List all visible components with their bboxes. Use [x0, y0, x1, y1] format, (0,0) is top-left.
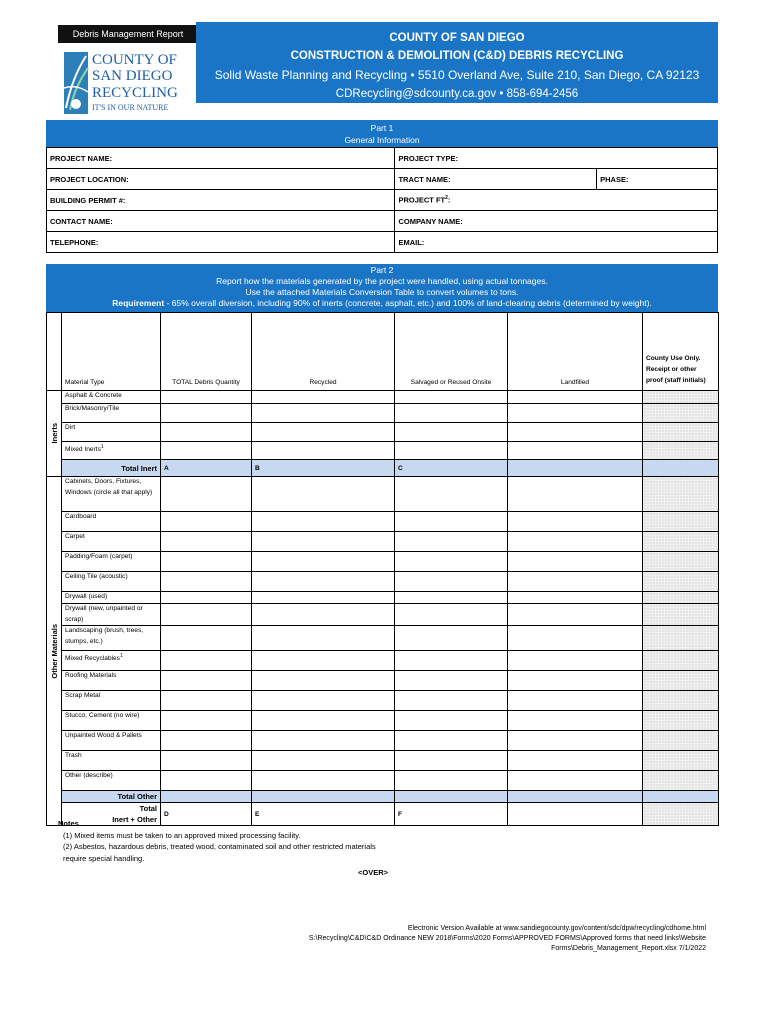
salvaged-input[interactable]: [395, 391, 508, 404]
recycled-input[interactable]: [252, 592, 395, 604]
landfilled-input[interactable]: [508, 626, 643, 651]
county-recycling-logo: [64, 48, 194, 118]
landfilled-input[interactable]: [508, 731, 643, 751]
total-input[interactable]: [161, 711, 252, 731]
building-permit-field[interactable]: BUILDING PERMIT #:: [47, 190, 395, 211]
material-name: Cardboard: [62, 512, 161, 532]
county-use-cell: [643, 604, 719, 626]
landfilled-input[interactable]: [508, 711, 643, 731]
recycled-input[interactable]: [252, 423, 395, 442]
table-row: [47, 626, 719, 651]
total-input[interactable]: [161, 671, 252, 691]
header-title: COUNTY OF SAN DIEGO: [389, 32, 525, 44]
table-row: [47, 671, 719, 691]
material-name: Unpainted Wood & Pallets: [62, 731, 161, 751]
recycled-input[interactable]: [252, 771, 395, 791]
salvaged-input[interactable]: [395, 691, 508, 711]
table-row: [47, 552, 719, 572]
recycled-input[interactable]: [252, 651, 395, 671]
county-use-cell: [643, 442, 719, 460]
phase-field[interactable]: PHASE:: [597, 169, 718, 190]
table-row: [47, 691, 719, 711]
county-use-cell: [643, 731, 719, 751]
county-use-cell: [643, 711, 719, 731]
part2-instruction-2: Use the attached Materials Conversion Table to convert volumes to tons.: [245, 287, 519, 297]
recycled-input[interactable]: [252, 751, 395, 771]
project-location-field[interactable]: PROJECT LOCATION:: [47, 169, 395, 190]
grand-total-label: Total Inert + Other: [62, 803, 161, 826]
col-total-quantity: TOTAL Debris Quantity: [161, 313, 252, 391]
table-row: [47, 477, 719, 512]
table-row: [47, 731, 719, 751]
recycled-input[interactable]: [252, 391, 395, 404]
grand-total-e[interactable]: E: [252, 803, 395, 826]
landfilled-input[interactable]: [508, 532, 643, 552]
part2-instruction-1: Report how the materials generated by the project were handled, using actual tonnages.: [216, 276, 548, 286]
landfilled-input[interactable]: [508, 604, 643, 626]
county-use-cell: [643, 592, 719, 604]
landfilled-input[interactable]: [508, 404, 643, 423]
table-row: [47, 442, 719, 460]
header-contact: CDRecycling@sdcounty.ca.gov • 858-694-2456: [335, 88, 579, 100]
section-label-text: Other Materials: [50, 623, 59, 679]
recycled-input[interactable]: [252, 442, 395, 460]
landfilled-input[interactable]: [508, 572, 643, 592]
material-name: Carpet: [62, 532, 161, 552]
salvaged-input[interactable]: [395, 552, 508, 572]
recycled-input[interactable]: [252, 711, 395, 731]
recycled-input[interactable]: [252, 572, 395, 592]
county-use-cell: [643, 791, 719, 803]
landfilled-input[interactable]: [508, 552, 643, 572]
material-name: Roofing Materials: [62, 671, 161, 691]
over-label: <OVER>: [358, 868, 389, 877]
landfilled-input[interactable]: [508, 391, 643, 404]
col-material-type: Material Type: [62, 313, 161, 391]
part1-title: Part 1: [370, 123, 394, 133]
general-info-table: [46, 147, 718, 253]
material-name: Mixed Recyclables$^1$: [62, 651, 161, 671]
landfilled-input[interactable]: [508, 671, 643, 691]
total-input[interactable]: [161, 442, 252, 460]
salvaged-input[interactable]: [395, 651, 508, 671]
header-banner: [196, 22, 718, 103]
landfilled-input[interactable]: [508, 592, 643, 604]
salvaged-input[interactable]: [395, 532, 508, 552]
total-inert-landfilled[interactable]: [508, 460, 643, 477]
total-inert-label: Total Inert: [62, 460, 161, 477]
part2-requirement: Requirement - 65% overall diversion, including 90% of inerts (concrete, asphalt, etc.) and 100% of land-clearing debris (determined by weight).: [112, 298, 652, 308]
total-input[interactable]: [161, 604, 252, 626]
salvaged-input[interactable]: [395, 771, 508, 791]
salvaged-input[interactable]: [395, 592, 508, 604]
col-salvaged: Salvaged or Reused Onsite: [395, 313, 508, 391]
material-name: Padding/Foam (carpet): [62, 552, 161, 572]
header-left: [46, 22, 196, 112]
grand-total-d[interactable]: D: [161, 803, 252, 826]
landfilled-input[interactable]: [508, 442, 643, 460]
col-county-use: County Use Only. Receipt or other proof (staff initials): [643, 313, 719, 391]
landfilled-input[interactable]: [508, 651, 643, 671]
table-row: [47, 751, 719, 771]
county-use-cell: [643, 532, 719, 552]
total-other-salvaged[interactable]: [395, 791, 508, 803]
table-row: [47, 391, 719, 404]
county-use-cell: [643, 391, 719, 404]
total-input[interactable]: [161, 404, 252, 423]
salvaged-input[interactable]: [395, 711, 508, 731]
grand-total-f[interactable]: F: [395, 803, 508, 826]
total-input[interactable]: [161, 651, 252, 671]
county-use-cell: [643, 572, 719, 592]
total-input[interactable]: [161, 626, 252, 651]
material-name: Stucco, Cement (no wire): [62, 711, 161, 731]
county-use-cell: [643, 626, 719, 651]
salvaged-input[interactable]: [395, 512, 508, 532]
table-row: [47, 572, 719, 592]
material-name: Scrap Metal: [62, 691, 161, 711]
contact-name-field[interactable]: CONTACT NAME:: [47, 211, 395, 232]
table-row: [47, 711, 719, 731]
note-1: (1) Mixed items must be taken to an approved mixed processing facility.: [63, 830, 301, 840]
table-row: [47, 651, 719, 671]
logo-text-1: COUNTY OF: [92, 52, 177, 68]
material-name: Brick/Masonry/Tile: [62, 404, 161, 423]
salvaged-input[interactable]: [395, 404, 508, 423]
material-name: Cabinets, Doors, Fixtures, Windows (circle all that apply): [62, 477, 161, 512]
landfilled-input[interactable]: [508, 691, 643, 711]
email-field[interactable]: EMAIL:: [395, 232, 718, 253]
telephone-field[interactable]: TELEPHONE:: [47, 232, 395, 253]
total-other-landfilled[interactable]: [508, 791, 643, 803]
table-row: [47, 532, 719, 552]
section-label: [47, 391, 62, 477]
county-use-cell: [643, 512, 719, 532]
part1-header: [46, 120, 718, 147]
company-name-field[interactable]: COMPANY NAME:: [395, 211, 718, 232]
footer-line-2: S:\Recycling\C&D\C&D Ordinance NEW 2018\Forms\2020 Forms\APPROVED FORMS\Approved forms that need links\Website: [308, 935, 706, 942]
notes: [58, 818, 388, 879]
table-row: [47, 604, 719, 626]
salvaged-input[interactable]: [395, 751, 508, 771]
landfilled-input[interactable]: [508, 512, 643, 532]
recycled-input[interactable]: [252, 626, 395, 651]
total-input[interactable]: [161, 423, 252, 442]
salvaged-input[interactable]: [395, 477, 508, 512]
county-use-cell: [643, 771, 719, 791]
recycled-input[interactable]: [252, 404, 395, 423]
notes-title: Notes: [58, 819, 79, 828]
salvaged-input[interactable]: [395, 671, 508, 691]
total-input[interactable]: [161, 552, 252, 572]
county-use-cell: [643, 477, 719, 512]
total-input[interactable]: [161, 391, 252, 404]
project-name-field[interactable]: PROJECT NAME:: [47, 148, 395, 169]
note-2: (2) Asbestos, hazardous debris, treated wood, contaminated soil and other restricted materials: [63, 842, 376, 851]
total-input[interactable]: [161, 477, 252, 512]
recycled-input[interactable]: [252, 691, 395, 711]
section-label-text: Inerts: [50, 423, 59, 444]
county-use-cell: [643, 404, 719, 423]
material-name: Other (describe): [62, 771, 161, 791]
county-use-cell: [643, 423, 719, 442]
county-use-cell: [643, 671, 719, 691]
table-row: [47, 771, 719, 791]
total-input[interactable]: [161, 731, 252, 751]
table-row: [47, 404, 719, 423]
project-ft-field[interactable]: PROJECT $FT^2$:: [395, 190, 718, 211]
landfilled-input[interactable]: [508, 423, 643, 442]
county-use-cell: [643, 691, 719, 711]
salvaged-input[interactable]: [395, 731, 508, 751]
logo-text-2: SAN DIEGO: [92, 68, 173, 84]
material-name: Mixed Inerts$^1$: [62, 442, 161, 460]
salvaged-input[interactable]: [395, 604, 508, 626]
recycled-input[interactable]: [252, 477, 395, 512]
total-input[interactable]: [161, 691, 252, 711]
material-name: Trash: [62, 751, 161, 771]
salvaged-input[interactable]: [395, 626, 508, 651]
header-address: Solid Waste Planning and Recycling • 5510 Overland Ave, Suite 210, San Diego, CA 92123: [214, 68, 700, 82]
total-input[interactable]: [161, 512, 252, 532]
note-2b: require special handling.: [63, 853, 145, 863]
county-use-cell: [643, 552, 719, 572]
tract-name-field[interactable]: TRACT NAME:: [395, 169, 597, 190]
total-other-label: Total Other: [62, 791, 161, 803]
total-inert-row: [47, 460, 719, 477]
recycled-input[interactable]: [252, 731, 395, 751]
recycled-input[interactable]: [252, 552, 395, 572]
county-use-cell: [643, 751, 719, 771]
total-inert-a[interactable]: A: [161, 460, 252, 477]
section-label: [47, 477, 62, 826]
footer: [309, 924, 706, 954]
total-input[interactable]: [161, 592, 252, 604]
total-other-row: [47, 791, 719, 803]
table-row: [47, 592, 719, 604]
table-row: [47, 512, 719, 532]
landfilled-input[interactable]: [508, 751, 643, 771]
material-name: Drywall (new, unpainted or scrap): [62, 604, 161, 626]
total-inert-c[interactable]: C: [395, 460, 508, 477]
county-use-cell: [643, 651, 719, 671]
recycled-input[interactable]: [252, 532, 395, 552]
total-input[interactable]: [161, 532, 252, 552]
landfilled-input[interactable]: [508, 771, 643, 791]
landfilled-input[interactable]: [508, 477, 643, 512]
total-input[interactable]: [161, 572, 252, 592]
logo-text-3: RECYCLING: [92, 85, 178, 101]
col-landfilled: Landfilled: [508, 313, 643, 391]
footer-line-3: Forms\Debris_Management_Report.xlsx 7/1/2022: [551, 945, 706, 952]
total-input[interactable]: [161, 771, 252, 791]
report-tag: Debris Management Report: [58, 25, 198, 43]
salvaged-input[interactable]: [395, 423, 508, 442]
total-input[interactable]: [161, 751, 252, 771]
recycled-input[interactable]: [252, 671, 395, 691]
total-other-recycled[interactable]: [252, 791, 395, 803]
material-name: Drywall (used): [62, 592, 161, 604]
material-name: Landscaping (brush, trees, stumps, etc.): [62, 626, 161, 651]
total-inert-b[interactable]: B: [252, 460, 395, 477]
header-subtitle: CONSTRUCTION & DEMOLITION (C&D) DEBRIS RECYCLING: [290, 50, 624, 62]
part1-subtitle: General Information: [344, 135, 420, 145]
salvaged-input[interactable]: [395, 572, 508, 592]
col-recycled: Recycled: [252, 313, 395, 391]
part2-title: Part 2: [370, 265, 394, 275]
recycled-input[interactable]: [252, 512, 395, 532]
footer-line-1: Electronic Version Available at www.sandiegocounty.gov/content/sdc/dpw/recycling/cdhome.html: [407, 925, 706, 932]
county-use-cell: [643, 460, 719, 477]
salvaged-input[interactable]: [395, 442, 508, 460]
table-row: [47, 423, 719, 442]
material-name: Asphalt & Concrete: [62, 391, 161, 404]
material-name: Ceiling Tile (acoustic): [62, 572, 161, 592]
grand-total-landfilled[interactable]: [508, 803, 643, 826]
project-type-field[interactable]: PROJECT TYPE:: [395, 148, 718, 169]
part2-header: [46, 264, 718, 312]
county-use-cell: [643, 803, 719, 826]
logo-text-4: IT'S IN OUR NATURE: [92, 103, 169, 112]
material-name: Dirt: [62, 423, 161, 442]
total-other-total[interactable]: [161, 791, 252, 803]
materials-table: [46, 312, 719, 826]
recycled-input[interactable]: [252, 604, 395, 626]
